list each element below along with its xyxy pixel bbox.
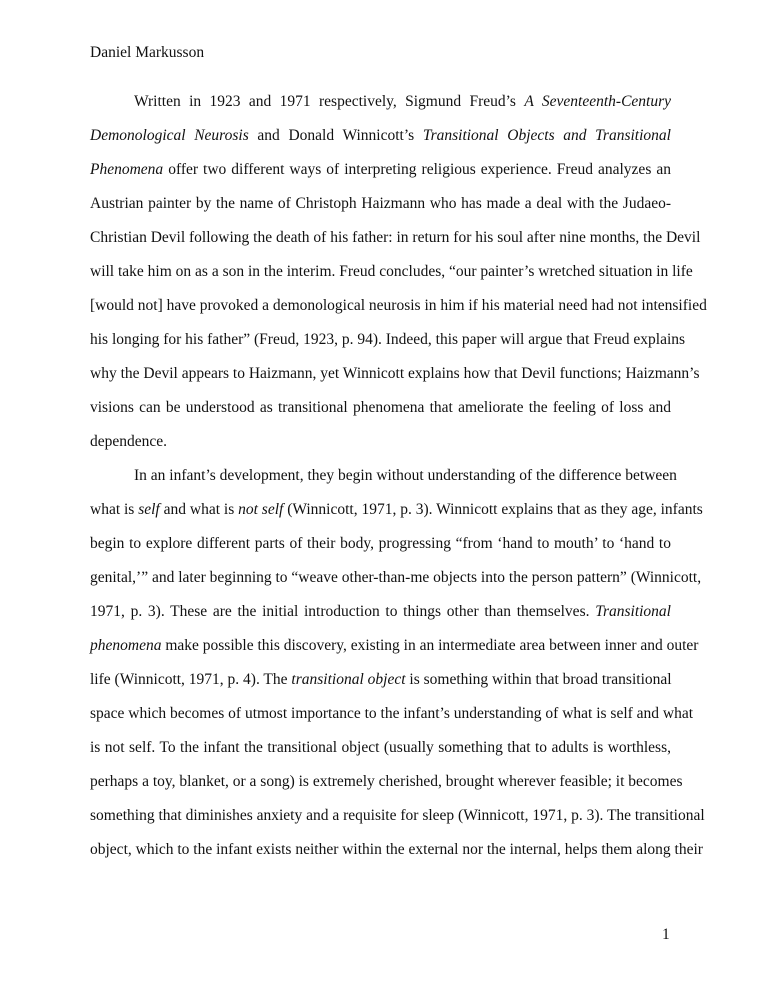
text-segment: dependence. (90, 433, 168, 450)
text-segment: why the Devil appears to Haizmann, yet Winnicott explains how that Devil functions; Haizmann’s (90, 365, 700, 382)
italic-text-segment: not self (238, 501, 284, 518)
italic-text-segment: Demonological Neurosis (90, 127, 249, 144)
text-line (90, 228, 701, 248)
text-line (134, 92, 671, 112)
text-segment: In an infant’s development, they begin without understanding of the difference between (134, 467, 677, 484)
text-line (90, 602, 671, 622)
text-line (90, 500, 703, 520)
text-segment: genital,’” and later beginning to “weave other-than-me objects into the person pattern” (Winnicott, (90, 569, 702, 586)
text-line (90, 670, 671, 690)
italic-text-segment: Transitional (595, 603, 671, 620)
author-header: Daniel Markusson (90, 44, 205, 61)
text-segment: life (Winnicott, 1971, p. 4). The (90, 671, 292, 688)
text-segment: visions can be understood as transitional phenomena that ameliorate the feeling of loss and (90, 399, 671, 416)
text-segment: object, which to the infant exists neither within the external nor the internal, helps them along their (90, 841, 703, 858)
text-segment: will take him on as a son in the interim. Freud concludes, “our painter’s wretched situation in life (90, 263, 693, 280)
page-number: 1 (662, 926, 670, 943)
italic-text-segment: self (138, 501, 160, 518)
italic-text-segment: phenomena (90, 637, 162, 654)
text-line (90, 568, 702, 588)
italic-text-segment: transitional object (291, 671, 406, 688)
text-line (90, 126, 671, 146)
text-line (90, 262, 693, 282)
italic-text-segment: Transitional Objects and Transitional (422, 127, 671, 144)
text-segment: 1971, p. 3). These are the initial introduction to things other than themselves. (90, 603, 596, 620)
text-line (90, 840, 703, 860)
text-segment: [would not] have provoked a demonological neurosis in him if his material need had not intensified (90, 297, 707, 314)
text-line (90, 636, 699, 656)
text-segment: space which becomes of utmost importance to the infant’s understanding of what is self and what (90, 705, 694, 722)
text-line (90, 432, 671, 452)
text-segment: Written in 1923 and 1971 respectively, Sigmund Freud’s (134, 93, 525, 110)
text-line (90, 398, 671, 418)
text-line (90, 772, 683, 792)
text-segment: something that diminishes anxiety and a requisite for sleep (Winnicott, 1971, p. 3). The transitional (90, 807, 705, 824)
text-segment: offer two different ways of interpreting religious experience. Freud analyzes an (163, 161, 671, 178)
text-line (90, 160, 671, 180)
text-line (90, 330, 686, 350)
text-segment: Austrian painter by the name of Christoph Haizmann who has made a deal with the Judaeo- (90, 195, 671, 212)
text-line (90, 194, 671, 214)
text-line (90, 738, 671, 758)
text-segment: (Winnicott, 1971, p. 3). Winnicott explains that as they age, infants (283, 501, 703, 518)
text-segment: is something within that broad transitional (405, 671, 672, 688)
text-segment: what is (90, 501, 139, 518)
text-segment: Christian Devil following the death of his father: in return for his soul after nine months, the Devil (90, 229, 701, 246)
text-segment: perhaps a toy, blanket, or a song) is extremely cherished, brought wherever feasible; it becomes (90, 773, 683, 790)
italic-text-segment: Phenomena (90, 161, 164, 178)
text-segment: is not self. To the infant the transitional object (usually something that to adults is worthless, (90, 739, 671, 756)
text-line (90, 364, 700, 384)
italic-text-segment: A Seventeenth-Century (524, 93, 672, 110)
text-segment: his longing for his father” (Freud, 1923, p. 94). Indeed, this paper will argue that Freud explains (90, 331, 686, 348)
text-line (90, 296, 707, 316)
text-segment: and what is (159, 501, 239, 518)
text-segment: and Donald Winnicott’s (248, 127, 423, 144)
text-line (134, 466, 677, 486)
text-line (90, 704, 694, 724)
text-segment: make possible this discovery, existing in an intermediate area between inner and outer (161, 637, 699, 654)
text-line (90, 806, 705, 826)
text-segment: begin to explore different parts of their body, progressing “from ‘hand to mouth’ to ‘hand to (90, 535, 671, 552)
text-line (90, 534, 671, 554)
